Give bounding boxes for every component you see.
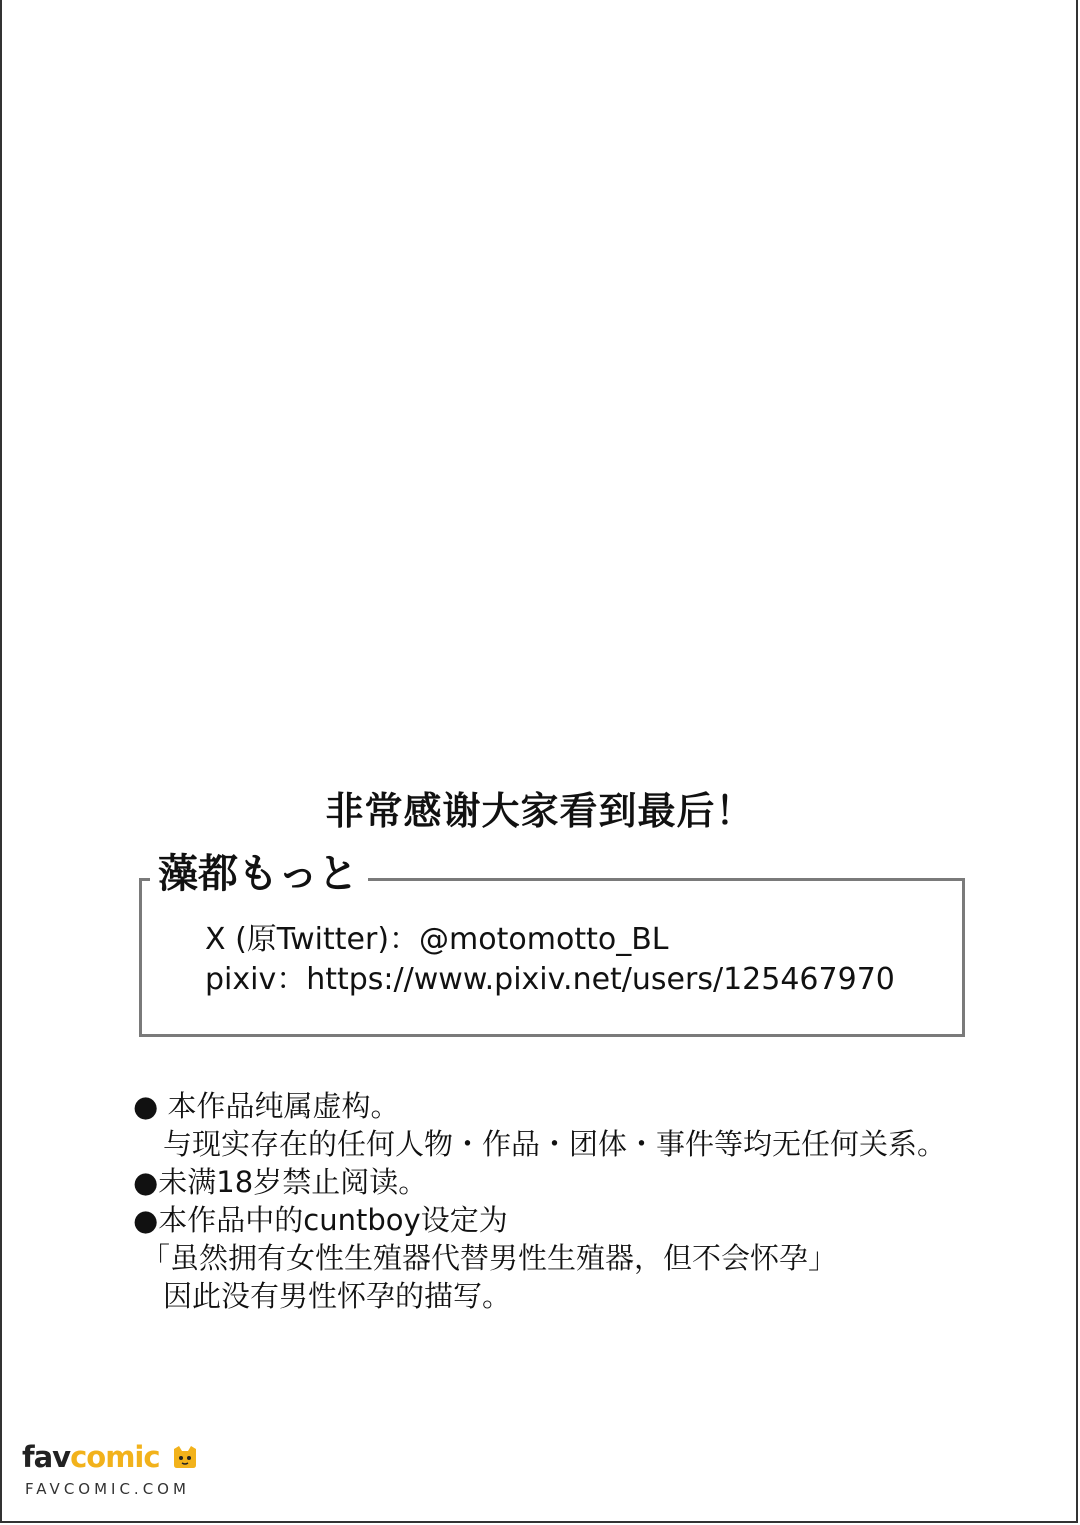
note-fiction: ● 本作品纯属虚构。 <box>133 1089 400 1123</box>
favcomic-logo-text: favcomic <box>22 1440 202 1476</box>
pixiv-link-line: pixiv：https://www.pixiv.net/users/125467970 <box>205 962 895 997</box>
x-account-line: X (原Twitter)：@motomotto_BL <box>205 922 669 957</box>
disclaimer-notes <box>133 1087 946 1315</box>
favcomic-watermark <box>22 1440 202 1498</box>
cat-face-icon <box>172 1442 198 1476</box>
note-setting-conclusion: 因此没有男性怀孕的描写。 <box>163 1279 512 1313</box>
note-setting: ●本作品中的cuntboy设定为 <box>133 1203 508 1237</box>
note-age-restriction: ●未满18岁禁止阅读。 <box>133 1165 428 1199</box>
author-links <box>205 920 895 1000</box>
note-no-relation: 与现实存在的任何人物・作品・团体・事件等均无任何关系。 <box>163 1127 947 1161</box>
note-setting-quote: 「虽然拥有女性生殖器代替男性生殖器，但不会怀孕」 <box>141 1241 838 1275</box>
thanks-title: 非常感谢大家看到最后！ <box>325 789 755 833</box>
author-name: 藻都もっと <box>150 846 368 902</box>
favcomic-domain: FAVCOMIC.COM <box>25 1480 190 1498</box>
